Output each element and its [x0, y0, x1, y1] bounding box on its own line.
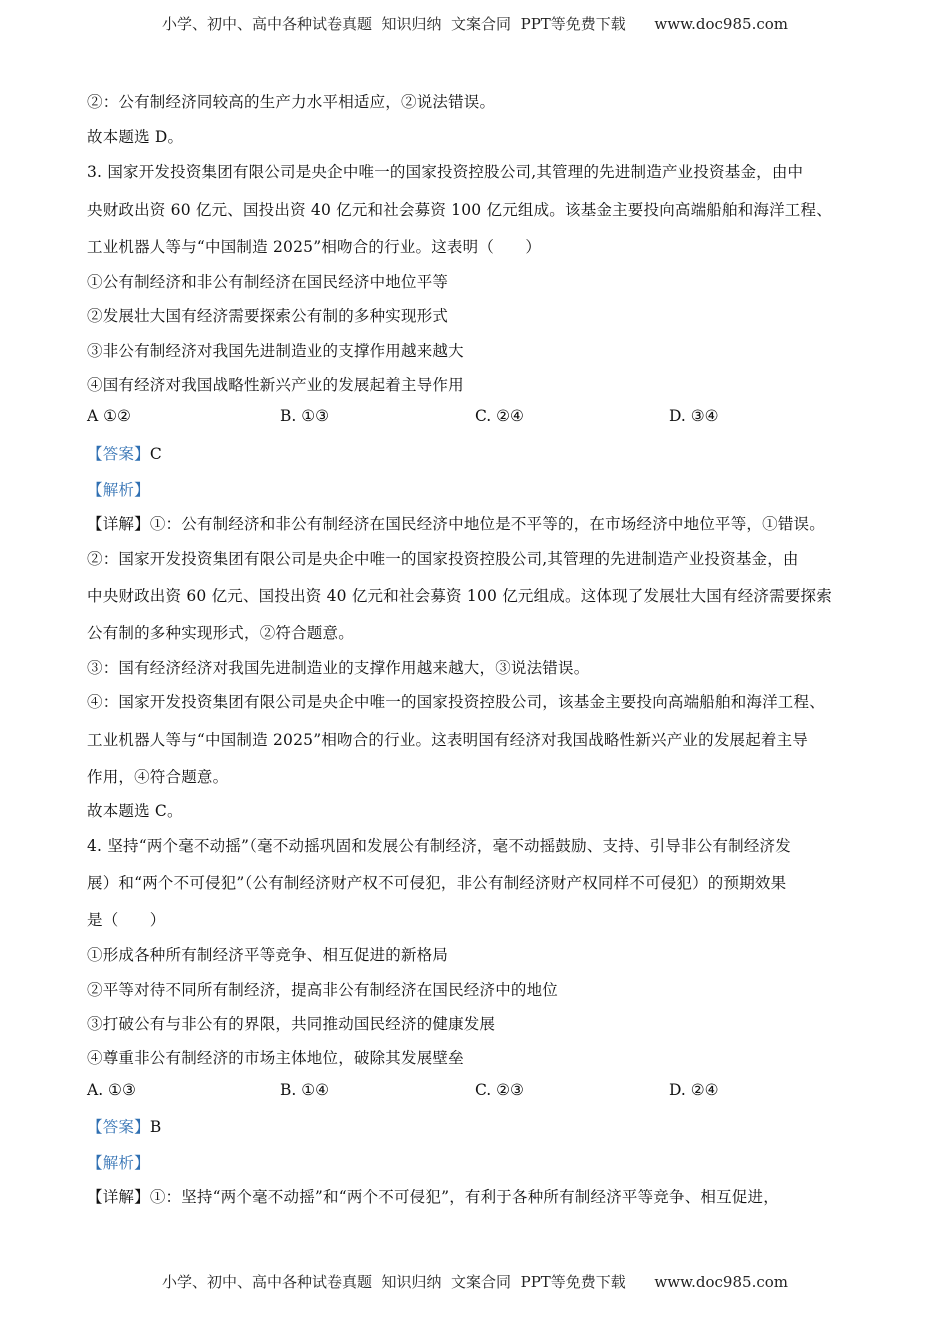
detail-tag: 【详解】 [87, 515, 150, 533]
question-4-statement: ①形成各种所有制经济平等竞争、相互促进的新格局 [87, 946, 449, 964]
question-4-stem: 是（ ） [87, 911, 166, 929]
question-3-statement: ①公有制经济和非公有制经济在国民经济中地位平等 [87, 273, 449, 291]
q4-analysis-tag: 【解析】 [87, 1154, 150, 1172]
answer-value: C [149, 445, 162, 463]
page-footer: 小学、初中、高中各种试卷真题 知识归纳 文案合同 PPT等免费下载 www.doc985.com [161, 1273, 788, 1291]
detail-text: ①：公有制经济和非公有制经济在国民经济中地位是不平等的，在市场经济中地位平等，①错误。 [149, 515, 825, 533]
q3-answer [87, 442, 162, 464]
page-header: 小学、初中、高中各种试卷真题 知识归纳 文案合同 PPT等免费下载 www.doc985.com [161, 15, 788, 33]
q3-detail-line: 中央财政出资 60 亿元、国投出资 40 亿元和社会募资 100 亿元组成。这体现了发展壮大国有经济需要探索 [87, 587, 832, 605]
question-4-stem: 展）和“两个不可侵犯”（公有制经济财产权不可侵犯，非公有制经济财产权同样不可侵犯）的预期效果 [87, 874, 787, 892]
question-4-statement: ④尊重非公有制经济的市场主体地位，破除其发展壁垒 [87, 1049, 464, 1067]
q3-detail-line: ③：国有经济经济对我国先进制造业的支撑作用越来越大，③说法错误。 [87, 659, 590, 677]
q3-option-c: C. ②④ [475, 407, 524, 425]
question-3-statement: ②发展壮大国有经济需要探索公有制的多种实现形式 [87, 307, 449, 325]
question-3-stem: 央财政出资 60 亿元、国投出资 40 亿元和社会募资 100 亿元组成。该基金主要投向高端船舶和海洋工程、 [87, 201, 832, 219]
question-4-stem: 4. 坚持“两个毫不动摇”（毫不动摇巩固和发展公有制经济，毫不动摇鼓励、支持、引导非公有制经济发 [87, 837, 791, 855]
q4-option-b: B. ①④ [280, 1081, 330, 1099]
q4-detail [87, 1185, 779, 1207]
q4-option-d: D. ②④ [669, 1081, 719, 1099]
q3-detail-line: ④：国家开发投资集团有限公司是央企中唯一的国家投资控股公司，该基金主要投向高端船舶和海洋工程、 [87, 693, 825, 711]
q3-detail-line: ②：国家开发投资集团有限公司是央企中唯一的国家投资控股公司,其管理的先进制造产业投资基金，由 [87, 550, 799, 568]
q3-option-b: B. ①③ [280, 407, 330, 425]
question-3-statement: ④国有经济对我国战略性新兴产业的发展起着主导作用 [87, 376, 464, 394]
q3-conclusion: 故本题选 C。 [87, 802, 183, 820]
detail-text: ①：坚持“两个毫不动摇”和“两个不可侵犯”，有利于各种所有制经济平等竞争、相互促进， [149, 1188, 779, 1206]
question-3-statement: ③非公有制经济对我国先进制造业的支撑作用越来越大 [87, 342, 464, 360]
q3-analysis-tag: 【解析】 [87, 481, 150, 499]
detail-tag: 【详解】 [87, 1188, 150, 1206]
q4-option-c: C. ②③ [475, 1081, 524, 1099]
question-3-stem: 工业机器人等与“中国制造 2025”相吻合的行业。这表明（ ） [87, 238, 542, 256]
q3-option-d: D. ③④ [669, 407, 719, 425]
q4-option-a: A. ①③ [87, 1081, 136, 1099]
answer-value: B [149, 1118, 162, 1136]
text-line: ②：公有制经济同较高的生产力水平相适应，②说法错误。 [87, 93, 496, 111]
answer-tag: 【答案】 [87, 1118, 150, 1136]
q3-detail-line: 工业机器人等与“中国制造 2025”相吻合的行业。这表明国有经济对我国战略性新兴产业的发展起着主导 [87, 731, 809, 749]
q3-detail-line: 公有制的多种实现形式，②符合题意。 [87, 624, 354, 642]
q4-answer [87, 1115, 161, 1137]
question-4-statement: ③打破公有与非公有的界限，共同推动国民经济的健康发展 [87, 1015, 496, 1033]
q3-detail [87, 512, 825, 534]
answer-tag: 【答案】 [87, 445, 150, 463]
q3-detail-line: 作用，④符合题意。 [87, 768, 229, 786]
question-4-statement: ②平等对待不同所有制经济，提高非公有制经济在国民经济中的地位 [87, 981, 559, 999]
q3-option-a: A ①② [87, 407, 131, 425]
question-3-stem: 3. 国家开发投资集团有限公司是央企中唯一的国家投资控股公司,其管理的先进制造产业投资基金，由中 [87, 163, 804, 181]
text-line: 故本题选 D。 [87, 128, 184, 146]
